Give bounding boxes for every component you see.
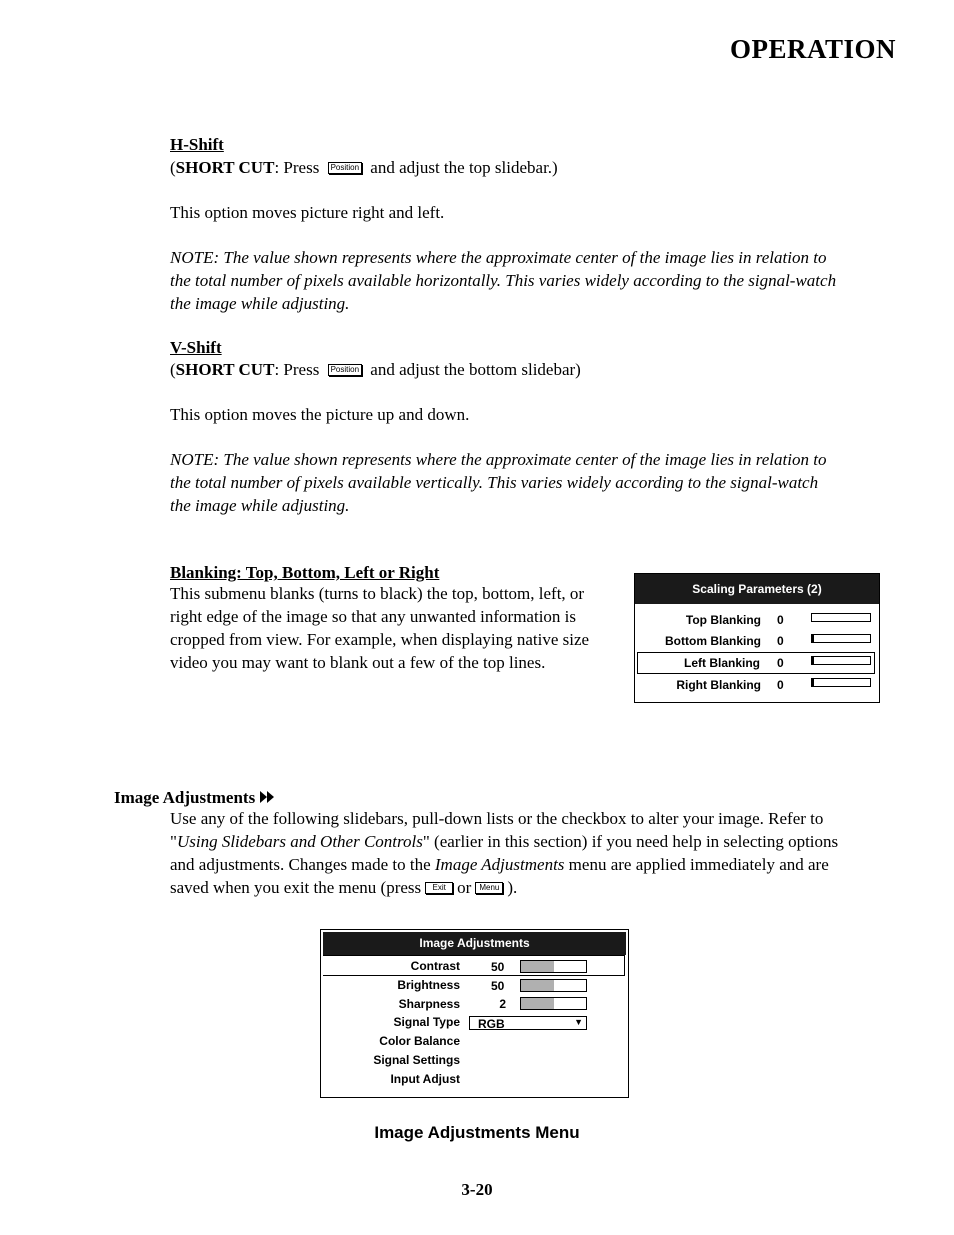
vshift-note	[170, 448, 897, 517]
note-line: the total number of pixels available horizontally. This varies widely according to the signal-watch	[170, 271, 837, 290]
menu-row-bottom-blanking[interactable]	[637, 630, 875, 650]
contrast-value: 50	[491, 960, 505, 974]
slider-fill	[521, 980, 554, 991]
hshift-heading: H-Shift	[170, 135, 224, 154]
menu-row-top-blanking[interactable]	[637, 609, 875, 629]
text-span: " (earlier in this section) if you need help in selecting options	[422, 832, 839, 851]
italic-ref: Image Adjustments	[434, 855, 565, 874]
shortcut-pre: : Press	[274, 158, 320, 177]
blanking-desc	[170, 582, 630, 674]
exit-key-icon: Exit	[425, 882, 453, 894]
brightness-label: Brightness	[397, 978, 460, 992]
left-blanking-slider[interactable]	[811, 656, 871, 665]
sharpness-slider[interactable]	[520, 997, 587, 1010]
text-span: menu are applied immediately and are	[564, 855, 829, 874]
menu-title: Image Adjustments	[323, 932, 626, 955]
right-blanking-slider[interactable]	[811, 678, 871, 687]
sharpness-label: Sharpness	[398, 997, 460, 1011]
image-adjustments-desc	[170, 807, 897, 899]
sharpness-value: 2	[499, 997, 506, 1011]
menu-title: Scaling Parameters (2)	[635, 574, 879, 604]
slider-fill	[812, 635, 814, 642]
row-value: 0	[777, 656, 784, 670]
row-value: 0	[777, 634, 784, 648]
page-title: OPERATION	[729, 34, 896, 64]
text-line: Use any of the following slidebars, pull-down lists or the checkbox to alter your image. Refer to	[170, 809, 824, 828]
row-label: Top Blanking	[685, 613, 761, 627]
shortcut-post: and adjust the top slidebar.)	[370, 158, 558, 177]
text-span: and adjustments. Changes made to the	[170, 855, 435, 874]
shortcut-pre: : Press	[274, 360, 320, 379]
brightness-slider[interactable]	[520, 979, 587, 992]
row-label: Right Blanking	[676, 678, 761, 692]
italic-ref: Using Slidebars and Other Controls	[176, 832, 423, 851]
text-line	[170, 876, 897, 899]
menu-item-color-balance[interactable]: Color Balance	[379, 1034, 460, 1048]
image-adjustments-menu	[320, 929, 629, 1098]
text-line: video you may want to blank out a few of the top lines.	[170, 653, 546, 672]
contrast-slider[interactable]	[520, 960, 587, 973]
slider-fill	[812, 657, 814, 664]
vshift-desc: This option moves the picture up and down.	[170, 405, 470, 424]
scaling-parameters-menu	[634, 573, 880, 703]
text-span: ).	[507, 878, 518, 897]
shortcut-post: and adjust the bottom slidebar)	[370, 360, 581, 379]
menu-item-input-adjust[interactable]: Input Adjust	[390, 1072, 460, 1086]
vshift-shortcut	[170, 358, 581, 381]
text-span: saved when you exit the menu (press	[170, 878, 422, 897]
hshift-desc: This option moves picture right and left.	[170, 203, 445, 222]
bottom-blanking-slider[interactable]	[811, 634, 871, 643]
signal-type-dropdown[interactable]	[469, 1016, 587, 1030]
menu-row-right-blanking[interactable]	[637, 674, 875, 694]
slider-fill	[521, 961, 554, 972]
menu-key-icon: Menu	[475, 882, 503, 894]
menu-item-signal-settings[interactable]: Signal Settings	[373, 1053, 460, 1067]
text-line: This submenu blanks (turns to black) the top, bottom, left, or	[170, 584, 585, 603]
row-value: 0	[777, 678, 784, 692]
blanking-heading: Blanking: Top, Bottom, Left or Right	[170, 563, 440, 582]
brightness-value: 50	[491, 979, 505, 993]
paren: (	[170, 158, 176, 177]
vshift-heading: V-Shift	[170, 338, 222, 357]
hshift-note	[170, 246, 897, 315]
double-arrow-right-icon	[259, 790, 275, 804]
note-line: the image while adjusting.	[170, 496, 350, 515]
paren: (	[170, 360, 176, 379]
contrast-label: Contrast	[410, 959, 460, 973]
row-label: Bottom Blanking	[665, 634, 761, 648]
heading-text: Image Adjustments	[114, 788, 256, 807]
dropdown-value: RGB	[478, 1017, 505, 1031]
menu-row-left-blanking[interactable]	[637, 652, 875, 674]
position-key-icon: Position	[328, 162, 362, 174]
slider-fill	[521, 998, 554, 1009]
note-line: the total number of pixels available vertically. This varies widely according to the signal-watch	[170, 473, 819, 492]
signal-type-label: Signal Type	[393, 1015, 460, 1029]
shortcut-label: SHORT CUT	[175, 158, 275, 177]
note-line: NOTE: The value shown represents where the approximate center of the image lies in relation to	[170, 450, 827, 469]
quote: "	[170, 832, 177, 851]
text-line	[170, 830, 897, 853]
note-line: NOTE: The value shown represents where the approximate center of the image lies in relation to	[170, 248, 827, 267]
text-line: cropped from view. For example, when displaying native size	[170, 630, 590, 649]
hshift-shortcut	[170, 156, 558, 179]
page-number: 3-20	[461, 1180, 493, 1199]
text-span: or	[457, 878, 472, 897]
shortcut-label: SHORT CUT	[175, 360, 275, 379]
text-line: right edge of the image so that any unwanted information is	[170, 607, 577, 626]
row-label: Left Blanking	[683, 656, 760, 670]
top-blanking-slider[interactable]	[811, 613, 871, 622]
position-key-icon: Position	[328, 364, 362, 376]
image-adjustments-heading	[114, 786, 275, 809]
chevron-down-icon: ▼	[574, 1017, 583, 1027]
slider-fill	[812, 679, 814, 686]
note-line: the image while adjusting.	[170, 294, 350, 313]
text-line	[170, 853, 897, 876]
row-value: 0	[777, 613, 784, 627]
figure-caption: Image Adjustments Menu	[374, 1123, 580, 1142]
